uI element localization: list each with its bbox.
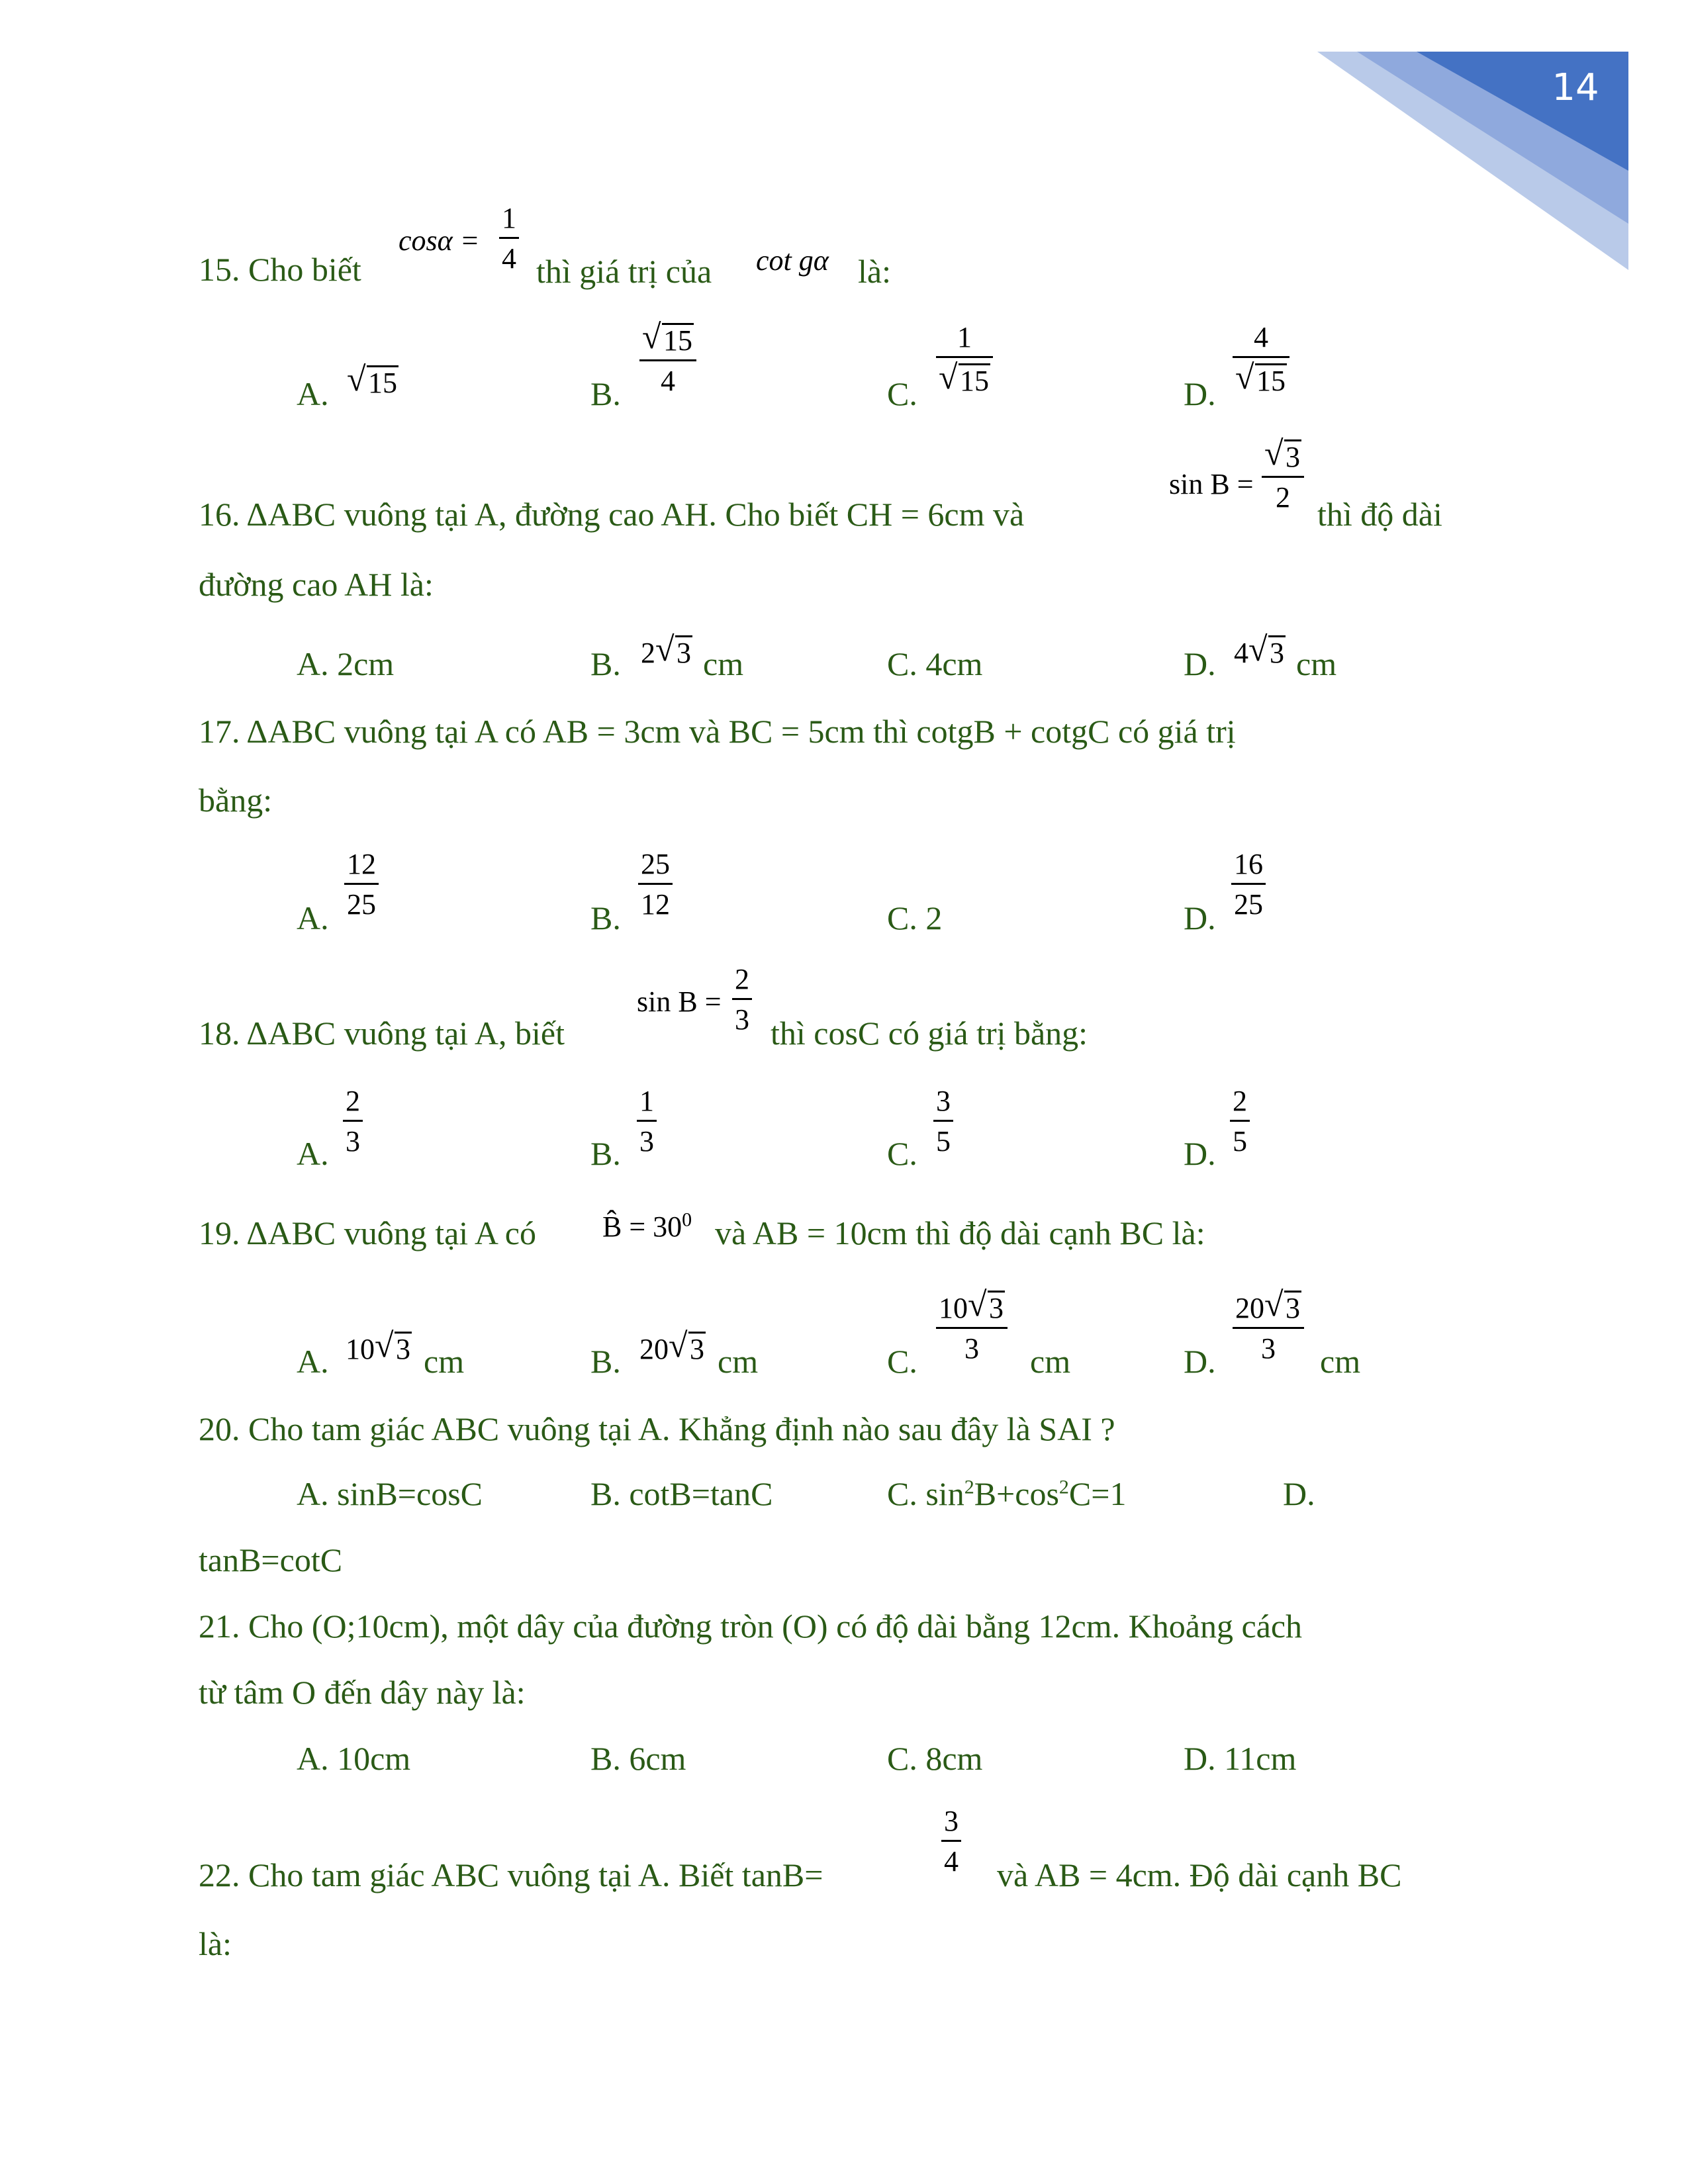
q15-expr-fraction: 1 4 [499,204,519,273]
q17-option-b-value: 25 12 [638,850,673,919]
q20-option-b: B. cotB=tanC [590,1475,773,1512]
q18-lead: 18. ΔABC vuông tại A, biết [199,1015,565,1052]
q21-option-d: D. 11cm [1184,1740,1297,1777]
q19-option-a-value: 10 √ 3 [346,1327,410,1365]
q22-line2: là: [199,1925,232,1962]
q16-option-b-value: 2 √ 3 [641,631,691,669]
q16-lead: 16. ΔABC vuông tại A, đường cao AH. Cho biết CH = 6cm và [199,496,1025,533]
q19-option-a-label: A. [297,1343,329,1380]
q20-option-d-label: D. [1283,1475,1315,1512]
q19-option-b-label: B. [590,1343,621,1380]
q19-option-c-unit: cm [1030,1343,1071,1380]
q15-option-a-label: A. [297,375,329,412]
q18-expr-fraction: 2 3 [732,965,752,1034]
q21-option-c: C. 8cm [887,1740,983,1777]
q16-option-c: C. 4cm [887,645,983,682]
q18-option-a-value: 2 3 [343,1087,363,1156]
q16-option-b-unit: cm [703,645,744,682]
q16-expr-lhs: sin B = [1169,468,1254,500]
q18-option-b-value: 1 3 [637,1087,657,1156]
q18-expr-lhs: sin B = [637,985,722,1018]
q16-expr-fraction: √ 3 2 [1262,439,1304,512]
q18-option-a-label: A. [297,1135,329,1172]
q17-option-d-value: 16 25 [1231,850,1266,919]
q18-option-d-label: D. [1184,1135,1216,1172]
q15-option-c-label: C. [887,375,917,412]
q16-option-d-label: D. [1184,645,1216,682]
q15-option-d-label: D. [1184,375,1216,412]
q17-option-d-label: D. [1184,899,1216,936]
q20-option-a: A. sinB=cosC [297,1475,483,1512]
q19-option-c-label: C. [887,1343,917,1380]
q17-option-a-value: 12 25 [344,850,379,919]
q18-option-c-value: 3 5 [933,1087,953,1156]
q22-expr-fraction: 3 4 [941,1807,961,1876]
q16-option-d-unit: cm [1296,645,1337,682]
q15-expr-lhs: cosα = [399,224,480,257]
q16-option-a: A. 2cm [297,645,395,682]
q19-angle: B̂ = $30^0$ [602,1208,692,1243]
q19-option-d-label: D. [1184,1343,1216,1380]
q17-option-c: C. 2 [887,899,943,936]
q15-lead: 15. Cho biết [199,251,361,288]
q17-line1: 17. ΔABC vuông tại A có AB = 3cm và BC = 5cm thì cotgB + cotgC có giá trị [199,713,1236,750]
q15-mid: thì giá trị của [536,253,712,290]
q19-option-b-value: 20 √ 3 [639,1327,704,1365]
q16-option-d-value: 4 √ 3 [1234,631,1284,669]
q15-option-d-value: 4 √ 15 [1233,323,1289,396]
q21-line2: từ tâm O đến dây này là: [199,1674,526,1711]
q15-option-c-value: 1 √ 15 [936,323,993,396]
q20-option-c: C. $\sin^2B+\cos^2C=1$ [887,1475,1127,1512]
q16-option-b-label: B. [590,645,621,682]
q17-option-b-label: B. [590,899,621,936]
q15-target: cot gα [756,244,829,277]
q19-option-d-unit: cm [1320,1343,1361,1380]
q21-option-b: B. 6cm [590,1740,686,1777]
q19-tail: và AB = 10cm thì độ dài cạnh BC là: [715,1214,1205,1251]
q20-line1: 20. Cho tam giác ABC vuông tại A. Khẳng định nào sau đây là SAI ? [199,1410,1115,1447]
q19-lead: 19. ΔABC vuông tại A có [199,1214,536,1251]
q15-option-a-value: √ 15 [347,361,397,399]
q19-option-b-unit: cm [718,1343,759,1380]
q22-lead: 22. Cho tam giác ABC vuông tại A. Biết tanB= [199,1856,823,1893]
q19-option-d-value: 20 √ 3 3 [1233,1291,1304,1363]
q17-option-a-label: A. [297,899,329,936]
q15-tail: là: [858,253,891,290]
q21-line1: 21. Cho (O;10cm), một dây của đường tròn (O) có độ dài bằng 12cm. Khoảng cách [199,1608,1303,1645]
q18-option-c-label: C. [887,1135,917,1172]
q20-option-d-value: tanB=cotC [199,1541,343,1578]
q19-option-c-value: 10 √ 3 3 [936,1291,1008,1363]
q19-option-a-unit: cm [424,1343,465,1380]
q21-option-a: A. 10cm [297,1740,411,1777]
q15-option-b-value: √ 15 4 [639,323,696,396]
q16-tail: thì độ dài [1317,496,1442,533]
q22-tail: và AB = 4cm. Độ dài cạnh BC [997,1856,1402,1893]
page-number: 14 [1552,66,1599,109]
q18-option-d-value: 2 5 [1230,1087,1250,1156]
q18-option-b-label: B. [590,1135,621,1172]
q16-line2: đường cao AH là: [199,566,434,603]
q17-line2: bằng: [199,782,273,819]
q15-option-b-label: B. [590,375,621,412]
q18-tail: thì cosC có giá trị bằng: [771,1015,1088,1052]
